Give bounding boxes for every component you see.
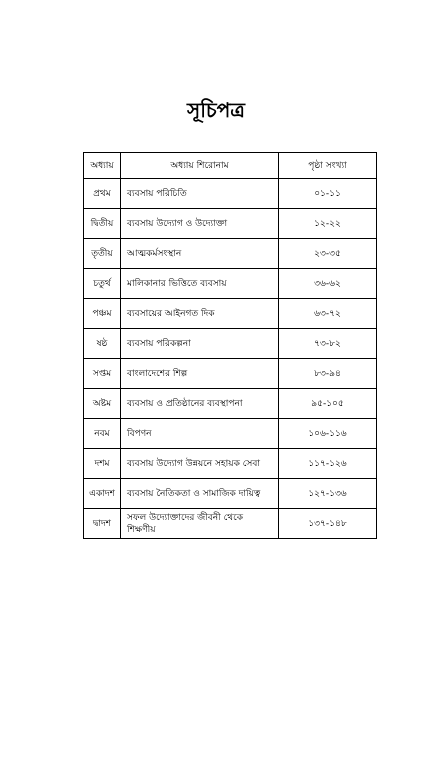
page-range-cell: ৮৩-৯৪ <box>279 359 377 389</box>
chapter-name-cell: আত্মকর্মসংস্থান <box>121 239 279 269</box>
page-title: সূচিপত্র <box>187 98 245 122</box>
page-range-cell: ৬৩-৭২ <box>279 299 377 329</box>
chapter-cell: চতুর্থ <box>84 269 121 299</box>
chapter-name-cell: ব্যবসায় পরিচিতি <box>121 179 279 209</box>
chapter-name-cell: বিপণন <box>121 419 279 449</box>
table-row <box>84 479 377 509</box>
table-row <box>84 359 377 389</box>
table-row <box>84 239 377 269</box>
table-row <box>84 179 377 209</box>
table-row <box>84 389 377 419</box>
chapter-cell: দ্বাদশ <box>84 509 121 539</box>
header-page-numbers: পৃষ্ঠা সংখ্যা <box>279 153 377 179</box>
chapter-cell: একাদশ <box>84 479 121 509</box>
page-range-cell: ৯৫-১০৫ <box>279 389 377 419</box>
table-row <box>84 209 377 239</box>
chapter-cell: সপ্তম <box>84 359 121 389</box>
table-header-row <box>84 153 377 179</box>
chapter-name-cell: সফল উদ্যোক্তাদের জীবনী থেকে শিক্ষণীয় <box>121 509 279 539</box>
page-range-cell: ১০৬-১১৬ <box>279 419 377 449</box>
chapter-name-cell: ব্যবসায় উদ্যোগ ও উদ্যোক্তা <box>121 209 279 239</box>
page-range-cell: ১২৭-১৩৬ <box>279 479 377 509</box>
chapter-cell: নবম <box>84 419 121 449</box>
header-chapter-name: অধ্যায় শিরোনাম <box>121 153 279 179</box>
chapter-name-cell: মালিকানার ভিত্তিতে ব্যবসায় <box>121 269 279 299</box>
chapter-cell: অষ্টম <box>84 389 121 419</box>
chapter-name-cell: ব্যবসায় উদ্যোগ উন্নয়নে সহায়ক সেবা <box>121 449 279 479</box>
chapter-name-cell: ব্যবসায় পরিকল্পনা <box>121 329 279 359</box>
chapter-name-cell: ব্যবসায়ের আইনগত দিক <box>121 299 279 329</box>
chapter-name-cell: বাংলাদেশের শিল্প <box>121 359 279 389</box>
chapter-cell: তৃতীয় <box>84 239 121 269</box>
chapter-name-cell: ব্যবসায় নৈতিকতা ও সামাজিক দায়িত্ব <box>121 479 279 509</box>
chapter-cell: প্রথম <box>84 179 121 209</box>
table-row <box>84 329 377 359</box>
header-chapter: অধ্যায় <box>84 153 121 179</box>
page-range-cell: ২৩-৩৫ <box>279 239 377 269</box>
page-range-cell: ১২-২২ <box>279 209 377 239</box>
table-row <box>84 509 377 539</box>
page-range-cell: ০১-১১ <box>279 179 377 209</box>
table-row <box>84 269 377 299</box>
table-row <box>84 299 377 329</box>
page-range-cell: ৩৬-৬২ <box>279 269 377 299</box>
page-range-cell: ১১৭-১২৬ <box>279 449 377 479</box>
chapter-cell: পঞ্চম <box>84 299 121 329</box>
chapter-name-cell: ব্যবসায় ও প্রতিষ্ঠানের ব্যবস্থাপনা <box>121 389 279 419</box>
table-row <box>84 419 377 449</box>
page-range-cell: ৭৩-৮২ <box>279 329 377 359</box>
page-range-cell: ১৩৭-১৪৮ <box>279 509 377 539</box>
contents-table <box>83 152 377 539</box>
chapter-cell: দশম <box>84 449 121 479</box>
table-row <box>84 449 377 479</box>
chapter-cell: দ্বিতীয় <box>84 209 121 239</box>
chapter-cell: ষষ্ঠ <box>84 329 121 359</box>
